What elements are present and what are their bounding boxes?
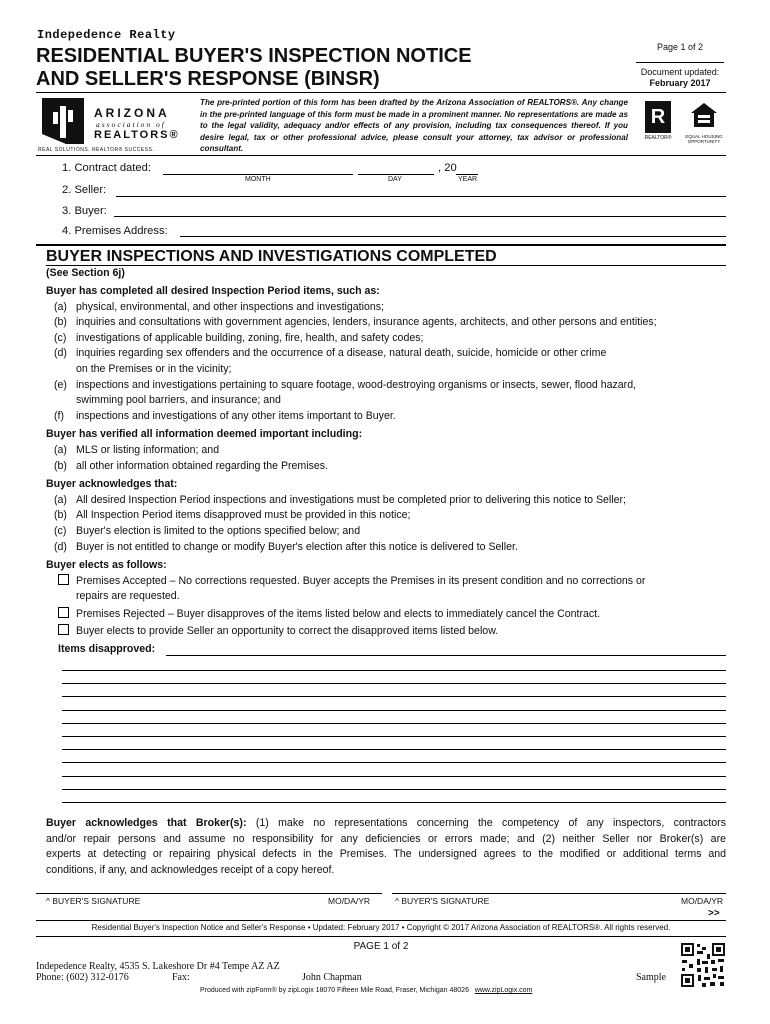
list-item bbox=[46, 459, 736, 475]
list-item bbox=[46, 331, 736, 347]
election-rejected-text: Premises Rejected – Buyer disapproves of the items listed below and elects to immediately cancel the Contract. bbox=[76, 608, 601, 620]
footer-agent: John Chapman bbox=[302, 972, 362, 983]
election-correct-text: Buyer elects to provide Seller an opportunity to correct the disapproved items listed below. bbox=[76, 625, 499, 637]
footer-fax: Fax: bbox=[172, 972, 190, 983]
list-item bbox=[46, 346, 736, 362]
list-item-label: (a) bbox=[54, 300, 67, 313]
list-item-label: (f) bbox=[54, 409, 64, 422]
list-item bbox=[46, 393, 736, 409]
verified-heading: Buyer has verified all information deemed important including: bbox=[46, 428, 363, 441]
page-footer: PAGE 1 of 2 bbox=[353, 941, 409, 952]
premises-label: 4. Premises Address: bbox=[62, 225, 168, 237]
completed-list bbox=[46, 300, 736, 425]
footer-phone: Phone: (602) 312-0176 bbox=[36, 972, 129, 983]
list-item-label: (e) bbox=[54, 378, 67, 391]
footer-address: Indepedence Realty, 4535 S. Lakeshore Dr #4 Tempe AZ AZ bbox=[36, 961, 280, 972]
divider bbox=[636, 62, 724, 63]
day-caption: DAY bbox=[388, 176, 402, 183]
continue-arrow: >> bbox=[708, 908, 720, 919]
completed-block bbox=[46, 284, 736, 574]
rejected-checkbox[interactable] bbox=[58, 607, 69, 618]
list-item-label: (c) bbox=[54, 331, 67, 344]
buyer-signature-label-2: ^ BUYER'S SIGNATURE bbox=[395, 896, 490, 906]
list-item bbox=[46, 443, 736, 459]
footer-rule-bottom bbox=[36, 936, 726, 937]
section-title: BUYER INSPECTIONS AND INVESTIGATIONS COMPLETED bbox=[46, 248, 497, 265]
equal-housing-icon bbox=[684, 101, 724, 147]
section-title-underline bbox=[46, 265, 726, 266]
year-field[interactable] bbox=[456, 174, 478, 175]
equal-housing-label: EQUAL HOUSING OPPORTUNITY bbox=[685, 134, 723, 144]
list-item-text: physical, environmental, and other inspections and investigations; bbox=[76, 300, 384, 313]
footer-rule-top bbox=[36, 920, 726, 921]
premises-field[interactable] bbox=[180, 236, 726, 237]
list-item-label: (b) bbox=[54, 459, 67, 472]
buyer-field[interactable] bbox=[114, 216, 726, 217]
blank-entry-line[interactable] bbox=[62, 789, 726, 790]
list-item bbox=[46, 524, 736, 540]
produced-text: Produced with zipForm® by zipLogix 18070 Fifteen Mile Road, Fraser, Michigan 48026 bbox=[200, 987, 469, 994]
list-item-text: all other information obtained regarding the Premises. bbox=[76, 459, 329, 472]
year-caption: YEAR bbox=[458, 176, 478, 183]
list-item-text: on the Premises or in the vicinity; bbox=[76, 362, 232, 375]
list-item-label: (b) bbox=[54, 316, 67, 329]
signature-line-2[interactable] bbox=[392, 893, 726, 894]
blank-entry-line[interactable] bbox=[62, 749, 726, 750]
blank-entry-line[interactable] bbox=[62, 670, 726, 671]
list-item-label: (a) bbox=[54, 443, 67, 456]
election-rejected[interactable] bbox=[58, 607, 600, 623]
buyer-signature-label-1: ^ BUYER'S SIGNATURE bbox=[46, 896, 141, 906]
header-rule bbox=[36, 92, 726, 93]
header-rule-bottom bbox=[36, 155, 726, 156]
list-item bbox=[46, 409, 736, 425]
verified-list bbox=[46, 443, 736, 474]
form-title-line2: AND SELLER'S RESPONSE (BINSR) bbox=[36, 68, 380, 90]
footer-produced bbox=[200, 987, 532, 994]
year-prefix: , 20 bbox=[438, 162, 457, 174]
qr-code-icon bbox=[680, 942, 726, 988]
doc-updated-date: February 2017 bbox=[649, 78, 711, 88]
brokerage-name: Indepedence Realty bbox=[37, 28, 176, 42]
elects-heading: Buyer elects as follows: bbox=[46, 559, 167, 572]
form-title-line1: RESIDENTIAL BUYER'S INSPECTION NOTICE bbox=[36, 45, 472, 67]
arizona-state-icon bbox=[40, 96, 90, 146]
broker-ack-bold: Buyer acknowledges that Broker(s): bbox=[46, 817, 247, 829]
list-item-label: (c) bbox=[54, 524, 67, 537]
list-item-text: inquiries and consultations with government agencies, lenders, insurance agents, architects, and other persons and entities; bbox=[76, 316, 657, 329]
list-item-text: inspections and investigations pertaining to square footage, wood-destroying organisms or insects, sewer, flood hazard, bbox=[76, 378, 637, 391]
list-item-text: MLS or listing information; and bbox=[76, 443, 220, 456]
blank-entry-line[interactable] bbox=[62, 710, 726, 711]
house-icon bbox=[690, 101, 718, 129]
ziplogix-link[interactable]: www.zipLogix.com bbox=[474, 987, 533, 994]
election-accepted-text: Premises Accepted – No corrections requested. Buyer accepts the Premises in its present condition and no corrections or bbox=[76, 575, 646, 587]
blank-entry-line[interactable] bbox=[62, 736, 726, 737]
election-correct[interactable] bbox=[58, 624, 498, 640]
see-section: (See Section 6j) bbox=[46, 267, 125, 279]
form-copyright: Residential Buyer's Inspection Notice and Seller's Response • Updated: February 2017 • Copyright © 2017 Arizona Association of REALTORS®. All rights reserved. bbox=[91, 923, 671, 932]
aar-logo bbox=[36, 94, 186, 154]
ack-list bbox=[46, 493, 736, 555]
footer-sample: Sample bbox=[636, 972, 666, 983]
list-item-text: inquiries regarding sex offenders and the occurrence of a disease, natural death, suicide, homicide or other crime bbox=[76, 347, 607, 360]
buyer-label: 3. Buyer: bbox=[62, 205, 107, 217]
realtor-mark-icon: R REALTOR® bbox=[642, 101, 674, 147]
election-accepted[interactable] bbox=[58, 574, 726, 590]
date-label-2: MO/DA/YR bbox=[681, 896, 724, 906]
month-caption: MONTH bbox=[245, 176, 271, 183]
contract-dated-label: 1. Contract dated: bbox=[62, 162, 151, 174]
items-disapproved-label: Items disapproved: bbox=[58, 643, 156, 655]
blank-entry-line[interactable] bbox=[62, 776, 726, 777]
items-disapproved-field[interactable] bbox=[166, 655, 726, 656]
list-item bbox=[46, 540, 736, 556]
disclaimer: The pre-printed portion of this form has been drafted by the Arizona Association of REALTORS®. Any change in the pre-printed language of this form must be made in a prominent manner. No representations are made as to the legal validity, adequacy and/or effects of any provision, including tax consequences thereof. If you desire legal, tax or other professional advice, please consult your attorney, tax advisor or professional consultant. bbox=[200, 98, 628, 154]
blank-entry-line[interactable] bbox=[62, 696, 726, 697]
broker-ack-line4: conditions, if any, and acknowledges receipt of a copy hereof. bbox=[46, 863, 335, 876]
realtor-mark-label: REALTOR® bbox=[644, 135, 672, 141]
blank-entry-line[interactable] bbox=[62, 723, 726, 724]
list-item-label: (b) bbox=[54, 509, 67, 522]
logo-tagline: REAL SOLUTIONS. REALTOR® SUCCESS. bbox=[38, 147, 155, 153]
signature-line-1[interactable] bbox=[36, 893, 382, 894]
blank-entry-line[interactable] bbox=[62, 762, 726, 763]
seller-field[interactable] bbox=[116, 196, 726, 197]
broker-ack-line1: (1) make no representations concerning the competency of any inspectors, contractors bbox=[255, 817, 726, 829]
accepted-checkbox[interactable] bbox=[58, 574, 69, 585]
list-item-text: Buyer is not entitled to change or modify Buyer's election after this notice is delivered to Seller. bbox=[76, 540, 518, 553]
month-field[interactable] bbox=[163, 174, 353, 175]
broker-ack-line3: experts at detecting or repairing physical defects in the Premises. The undersigned agrees to the modified or additional terms and bbox=[46, 848, 726, 861]
list-item-label: (d) bbox=[54, 540, 67, 553]
page-indicator: Page 1 of 2 bbox=[656, 42, 704, 52]
list-item-text: inspections and investigations of any other items important to Buyer. bbox=[76, 409, 396, 422]
correct-checkbox[interactable] bbox=[58, 624, 69, 635]
logo-association: association of bbox=[96, 120, 166, 129]
list-item-text: swimming pool barriers, and insurance; and bbox=[76, 394, 281, 407]
blank-entry-line[interactable] bbox=[62, 802, 726, 803]
blank-entry-line[interactable] bbox=[62, 683, 726, 684]
ack-heading: Buyer acknowledges that: bbox=[46, 478, 178, 491]
list-item bbox=[46, 362, 736, 378]
list-item-text: Buyer's election is limited to the options specified below; and bbox=[76, 524, 361, 537]
list-item-text: investigations of applicable building, zoning, fire, health, and safety codes; bbox=[76, 331, 424, 344]
list-item bbox=[46, 300, 736, 316]
logo-realtors: REALTORS® bbox=[94, 129, 180, 141]
list-item bbox=[46, 508, 736, 524]
date-label-1: MO/DA/YR bbox=[328, 896, 371, 906]
doc-updated-label: Document updated: bbox=[640, 67, 720, 77]
broker-ack bbox=[46, 816, 726, 878]
list-item-label: (a) bbox=[54, 493, 67, 506]
logo-arizona: ARIZONA bbox=[94, 106, 170, 120]
day-field[interactable] bbox=[358, 174, 434, 175]
broker-ack-line2: and/or repair persons and assume no responsibility for any deficiencies or errors made; and (2) neither Seller nor Broker(s) are bbox=[46, 832, 726, 845]
list-item-text: All Inspection Period items disapproved must be provided in this notice; bbox=[76, 509, 411, 522]
election-accepted-cont: repairs are requested. bbox=[76, 590, 180, 602]
completed-heading: Buyer has completed all desired Inspection Period items, such as: bbox=[46, 285, 380, 297]
section-rule bbox=[36, 244, 726, 246]
list-item bbox=[46, 493, 736, 509]
list-item-label: (d) bbox=[54, 347, 67, 360]
seller-label: 2. Seller: bbox=[62, 184, 107, 196]
list-item-text: All desired Inspection Period inspections and investigations must be completed prior to delivering this notice to Seller; bbox=[76, 493, 626, 506]
list-item bbox=[46, 378, 736, 394]
list-item bbox=[46, 315, 736, 331]
